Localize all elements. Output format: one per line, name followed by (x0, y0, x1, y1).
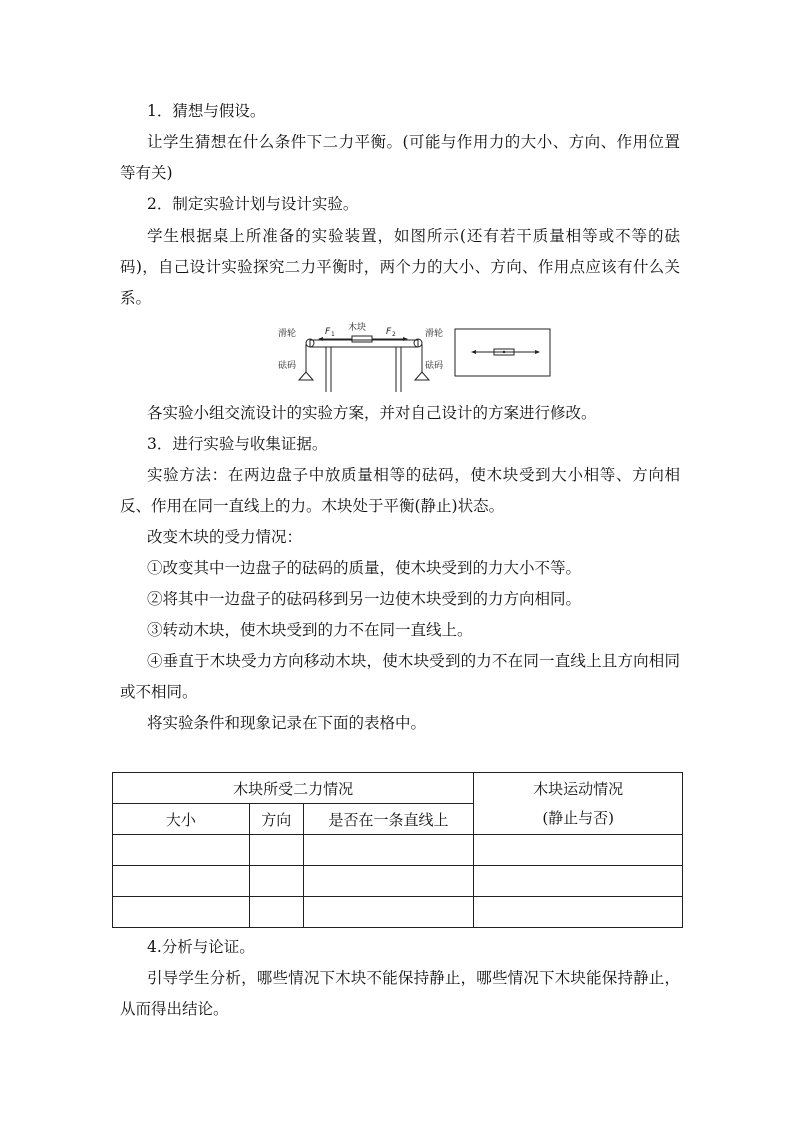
header-motion-line1: 木块运动情况 (533, 779, 624, 798)
table-cell[interactable] (474, 866, 683, 897)
list-item-1: ①改变其中一边盘子的砝码的质量，使木块受到的力大小不等。 (147, 559, 582, 577)
top-view-arrowhead-right-icon (535, 350, 540, 354)
paragraph-hypothesis: 让学生猜想在什么条件下二力平衡。(可能与作用力的大小、方向、作用位置等有关) (120, 133, 680, 182)
heading-experiment: 3．进行实验与收集证据。 (147, 435, 328, 453)
weight-pan-right-icon (415, 372, 429, 380)
table-row (113, 866, 683, 897)
label-f1-sub: 1 (331, 331, 335, 338)
top-view-center-dot (503, 351, 505, 353)
list-item-2: ②将其中一边盘子的砝码移到另一边使木块受到的力方向相同。 (147, 590, 582, 608)
label-pulley-right: 滑轮 (425, 329, 444, 339)
tabletop (310, 340, 418, 347)
table-cell[interactable] (474, 835, 683, 866)
table-cell[interactable] (249, 835, 303, 866)
paragraph-change-forces: 改变木块的受力情况： (147, 528, 303, 546)
table-header-row (113, 773, 683, 804)
table-cell[interactable] (303, 866, 474, 897)
heading-analysis: 4.分析与论证。 (147, 938, 255, 956)
label-block: 木块 (348, 323, 367, 333)
list-item-3: ③转动木块，使木块受到的力不在同一直线上。 (147, 621, 473, 639)
header-motion-line2: (静止与否) (542, 808, 615, 827)
table-row (113, 835, 683, 866)
label-f2-sub: 2 (392, 331, 396, 338)
table-cell[interactable] (474, 897, 683, 928)
top-view-arrowhead-left-icon (471, 350, 476, 354)
apparatus-figure (268, 322, 553, 394)
table-row (113, 897, 683, 928)
header-forces: 木块所受二力情况 (113, 773, 474, 804)
table-cell[interactable] (113, 897, 250, 928)
label-weight-right: 砝码 (425, 361, 444, 371)
label-f2: F (386, 327, 392, 337)
weight-pan-left-icon (299, 372, 313, 380)
header-same-line: 是否在一条直线上 (303, 804, 474, 835)
header-motion (474, 773, 683, 835)
wood-block (352, 336, 372, 342)
paragraph-revise: 各实验小组交流设计的实验方案，并对自己设计的方案进行修改。 (147, 404, 597, 422)
heading-hypothesis: 1．猜想与假设。 (147, 102, 266, 120)
table-cell[interactable] (303, 835, 474, 866)
label-pulley-left: 滑轮 (278, 329, 297, 339)
label-f1: F (325, 327, 331, 337)
paragraph-record: 将实验条件和现象记录在下面的表格中。 (147, 714, 427, 732)
table-cell[interactable] (113, 866, 250, 897)
table-cell[interactable] (113, 835, 250, 866)
table-cell[interactable] (249, 866, 303, 897)
table-cell[interactable] (249, 897, 303, 928)
heading-plan: 2．制定实验计划与设计实验。 (147, 195, 359, 213)
paragraph-plan: 学生根据桌上所准备的实验装置，如图所示(还有若干质量相等或不等的砝码)，自己设计实验探究二力平衡时，两个力的大小、方向、作用点应该有什么关系。 (120, 227, 680, 307)
table-cell[interactable] (303, 897, 474, 928)
paragraph-method: 实验方法：在两边盘子中放质量相等的砝码，使木块受到大小相等、方向相反、作用在同一直线上的力。木块处于平衡(静止)状态。 (120, 466, 680, 515)
label-weight-left: 砝码 (278, 361, 297, 371)
list-item-4: ④垂直于木块受力方向移动木块，使木块受到的力不在同一直线上且方向相同或不相同。 (120, 652, 680, 701)
header-size: 大小 (113, 804, 250, 835)
record-table (112, 772, 683, 928)
paragraph-analysis: 引导学生分析，哪些情况下木块不能保持静止，哪些情况下木块能保持静止，从而得出结论。 (120, 969, 680, 1018)
header-direction: 方向 (249, 804, 303, 835)
